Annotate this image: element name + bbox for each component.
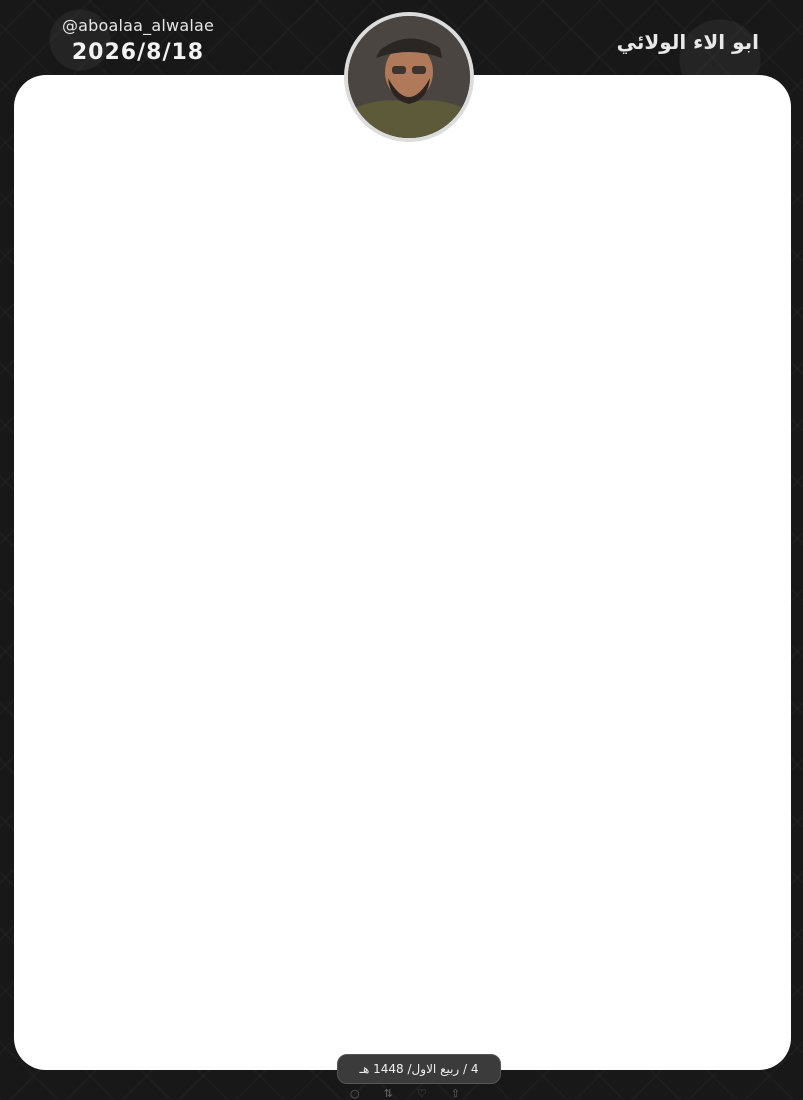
avatar: [344, 12, 474, 142]
post-action-bar: [350, 1086, 460, 1100]
reply-icon[interactable]: ○: [350, 1086, 360, 1100]
profile-photo: [348, 16, 470, 138]
account-handle: @aboalaa_alwalae: [61, 16, 215, 35]
like-icon[interactable]: ♡: [416, 1086, 427, 1100]
repost-icon[interactable]: ⇅: [383, 1086, 393, 1100]
post-card: [14, 75, 791, 1070]
post-date: 2026/8/18: [71, 40, 205, 65]
hijri-date-badge: 4 / ربيع الاول/ 1448 هـ: [337, 1054, 501, 1084]
author-name: ابو الاء الولائي: [616, 30, 759, 54]
share-icon[interactable]: ⇧: [450, 1086, 460, 1100]
